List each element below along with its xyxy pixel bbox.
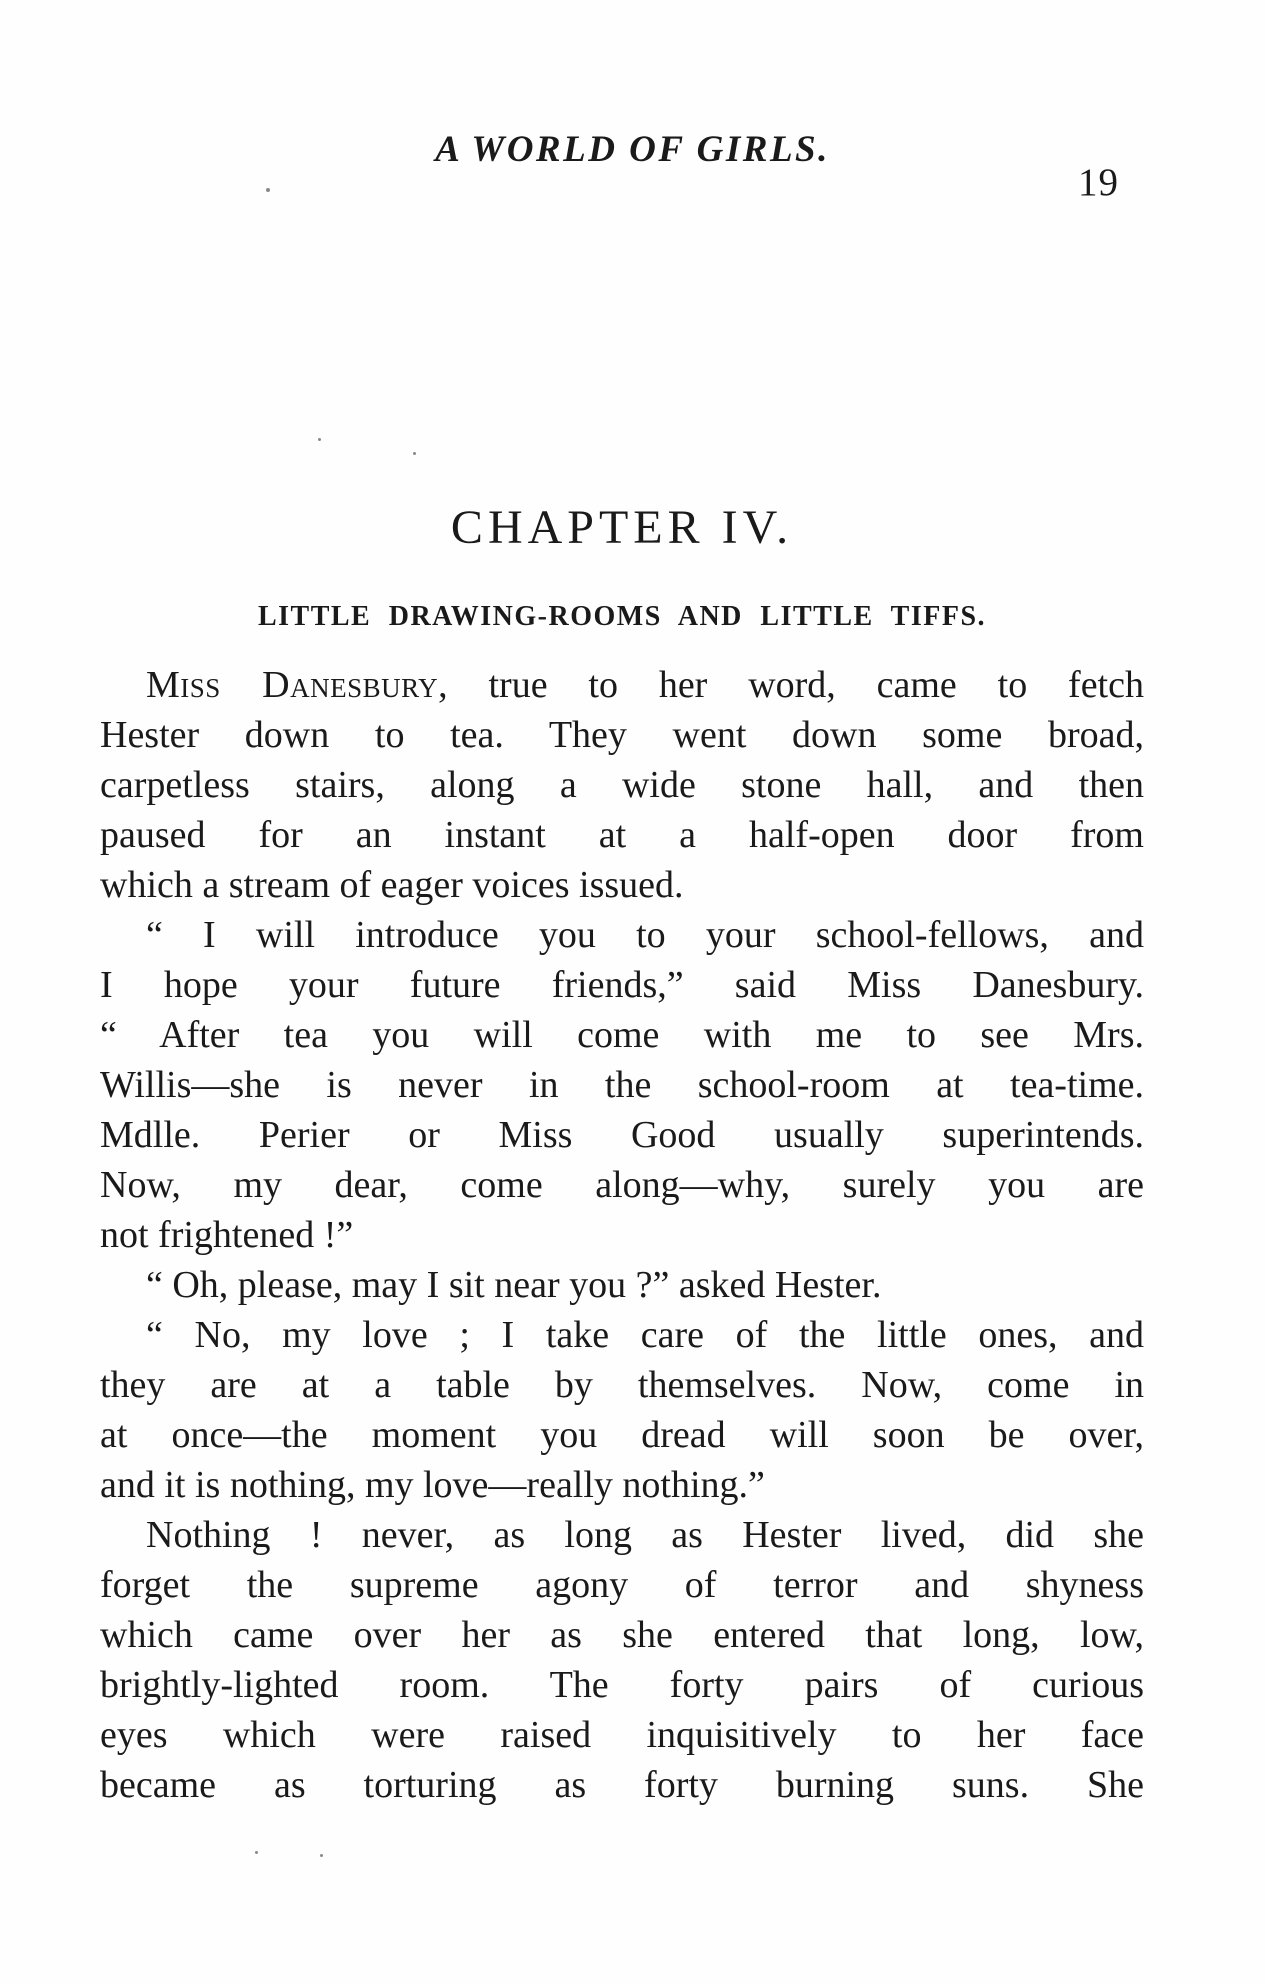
text-line: they are at a table by themselves. Now, come in bbox=[100, 1364, 1144, 1406]
text-line: “ No, my love ; I take care of the little ones, and bbox=[146, 1314, 1144, 1356]
smallcaps-name: Miss Danesbury bbox=[146, 664, 439, 706]
text-line: and it is nothing, my love—really nothing.” bbox=[100, 1464, 765, 1506]
running-head: A WORLD OF GIRLS. bbox=[435, 129, 830, 170]
paragraph bbox=[100, 910, 1144, 1260]
text-line: which a stream of eager voices issued. bbox=[100, 864, 684, 906]
text-line: became as torturing as forty burning suns. She bbox=[100, 1764, 1144, 1806]
scan-speck bbox=[318, 438, 321, 441]
page-body bbox=[100, 660, 1144, 1810]
text-line: which came over her as she entered that long, low, bbox=[100, 1614, 1144, 1656]
text-line: at once—the moment you dread will soon be over, bbox=[100, 1414, 1144, 1456]
text-line: “ After tea you will come with me to see Mrs. bbox=[100, 1014, 1144, 1056]
text-line: “ Oh, please, may I sit near you ?” asked Hester. bbox=[146, 1264, 882, 1306]
text-line: forget the supreme agony of terror and shyness bbox=[100, 1564, 1144, 1606]
scan-speck bbox=[413, 452, 416, 455]
text-line: carpetless stairs, along a wide stone hall, and then bbox=[100, 764, 1144, 806]
text-line: Willis—she is never in the school-room at tea-time. bbox=[100, 1064, 1144, 1106]
scan-speck bbox=[266, 188, 270, 192]
scan-speck bbox=[320, 1854, 323, 1857]
paragraph bbox=[100, 660, 1144, 910]
scan-speck bbox=[255, 1851, 258, 1854]
text-line: Mdlle. Perier or Miss Good usually superintends. bbox=[100, 1114, 1144, 1156]
chapter-subtitle: LITTLE DRAWING-ROOMS AND LITTLE TIFFS. bbox=[257, 601, 987, 632]
text-line: paused for an instant at a half-open door from bbox=[100, 814, 1144, 856]
text-line: Hester down to tea. They went down some broad, bbox=[100, 714, 1144, 756]
page-number: 19 bbox=[1078, 161, 1119, 204]
text-line: Miss Danesbury, true to her word, came to fetch bbox=[146, 664, 1144, 706]
chapter-heading: CHAPTER IV. bbox=[450, 501, 794, 554]
paragraph bbox=[100, 1260, 1144, 1310]
text-line: “ I will introduce you to your school-fellows, and bbox=[146, 914, 1144, 956]
paragraph bbox=[100, 1310, 1144, 1510]
text-line: Nothing ! never, as long as Hester lived, did she bbox=[146, 1514, 1144, 1556]
text-line: Now, my dear, come along—why, surely you are bbox=[100, 1164, 1144, 1206]
text-line: I hope your future friends,” said Miss Danesbury. bbox=[100, 964, 1144, 1006]
text-line: brightly-lighted room. The forty pairs of curious bbox=[100, 1664, 1144, 1706]
text-line: eyes which were raised inquisitively to her face bbox=[100, 1714, 1144, 1756]
paragraph bbox=[100, 1510, 1144, 1810]
text-line: not frightened !” bbox=[100, 1214, 354, 1256]
